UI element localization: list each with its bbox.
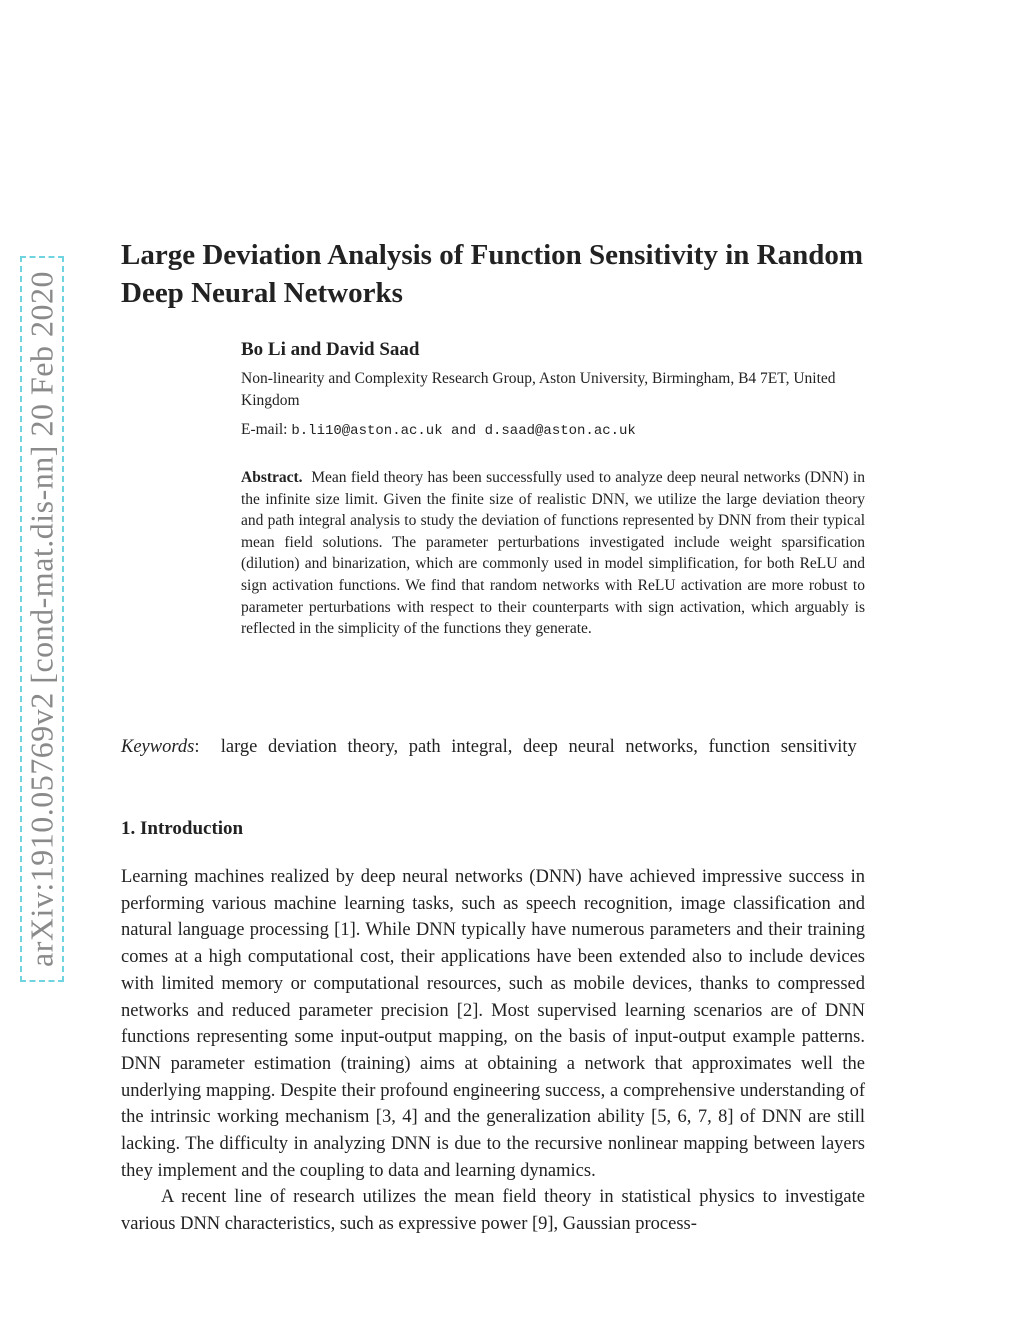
email-line: [241, 421, 861, 439]
keywords: Keywords: large deviation theory, path integral, deep neural networks, function sensitivity: [121, 737, 857, 757]
email-addresses[interactable]: b.li10@aston.ac.uk and d.saad@aston.ac.uk: [291, 423, 636, 439]
introduction-body: [121, 864, 865, 1238]
abstract: [241, 467, 865, 640]
arxiv-identifier: arXiv:1910.05769v2 [cond-mat.dis-nn] 20 Feb 2020: [23, 271, 60, 967]
email-label: E-mail:: [241, 421, 292, 438]
section-heading: 1. Introduction: [121, 818, 244, 839]
paragraph: Learning machines realized by deep neural networks (DNN) have achieved impressive success in performing various machine learning tasks, such as speech recognition, image classification and natural language processing [1]. While DNN typically have numerous parameters and their training comes at a high computational cost, their applications have been extended also to include devices with limited memory or computational resources, such as mobile devices, thanks to compressed networks and reduced parameter precision [2]. Most supervised learning scenarios are of DNN functions representing some input-output mapping, on the basis of input-output example patterns. DNN parameter estimation (training) aims at obtaining a network that approximates well the underlying mapping. Despite their profound engineering success, a comprehensive understanding of the intrinsic working mechanism [3, 4] and the generalization ability [5, 6, 7, 8] of DNN are still lacking. The difficulty in analyzing DNN is due to the recursive nonlinear mapping between layers they implement and the coupling to data and learning dynamics.: [121, 867, 865, 1181]
abstract-text: Mean field theory has been successfully used to analyze deep neural networks (DNN) in the infinite size limit. Given the finite size of realistic DNN, we utilize the large deviation theory and path integral analysis to study the deviation of functions represented by DNN from their typical mean field solutions. The parameter perturbations investigated include weight sparsification (dilution) and binarization, which are commonly used in model simplification, for both ReLU and sign activation functions. We find that random networks with ReLU activation are more robust to parameter perturbations with respect to their counterparts with sign activation, which arguably is reflected in the simplicity of the functions they generate.: [241, 469, 865, 638]
author-list: Bo Li and David Saad: [241, 339, 420, 360]
paper-title: Large Deviation Analysis of Function Sensitivity in Random Deep Neural Networks: [121, 239, 863, 309]
affiliation: Non-linearity and Complexity Research Group, Aston University, Birmingham, B4 7ET, United Kingdom: [241, 370, 836, 409]
keywords-label: Keywords: [121, 737, 195, 757]
arxiv-stamp: [20, 256, 64, 982]
keywords-text: large deviation theory, path integral, deep neural networks, function sensitivity: [220, 737, 857, 757]
abstract-label: Abstract.: [241, 469, 303, 486]
paragraph: A recent line of research utilizes the mean field theory in statistical physics to investigate various DNN characteristics, such as expressive power [9], Gaussian process-: [121, 1187, 865, 1235]
